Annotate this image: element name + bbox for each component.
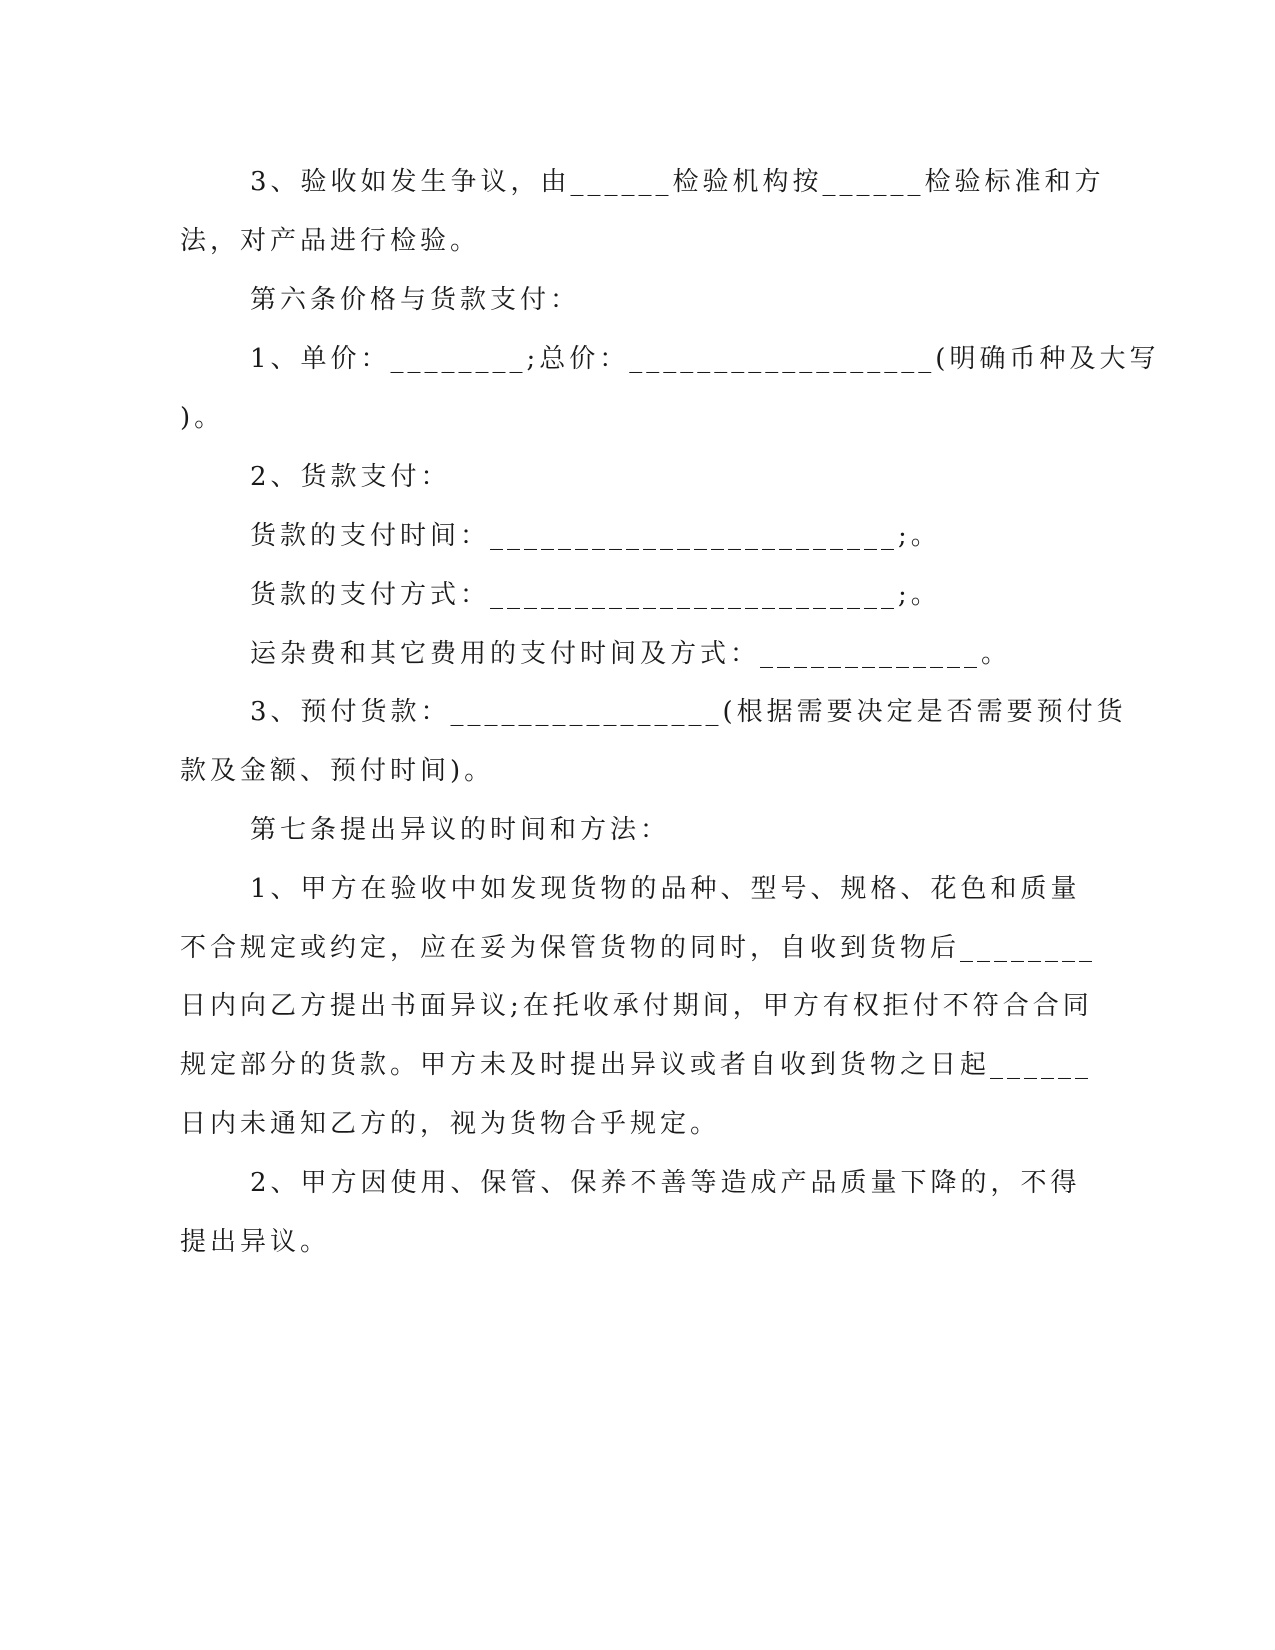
line-text: 货款的支付时间：________________________;。 (250, 521, 941, 551)
line-text: 运杂费和其它费用的支付时间及方式：_____________。 (250, 639, 1012, 669)
paragraph-line (180, 1106, 720, 1142)
line-text: 规定部分的货款。甲方未及时提出异议或者自收到货物之日起______ (180, 1050, 1093, 1080)
paragraph-line (180, 930, 1096, 966)
section-heading (250, 282, 580, 318)
line-text: 3、预付货款：________________(根据需要决定是否需要预付货 (250, 697, 1127, 727)
line-text: 货款的支付方式：________________________;。 (250, 580, 941, 610)
paragraph-line (250, 636, 1011, 672)
paragraph-line (180, 400, 224, 436)
line-text: 不合规定或约定，应在妥为保管货物的同时，自收到货物后________ (180, 933, 1097, 963)
line-text: 3、验收如发生争议，由______检验机构按______检验标准和方 (250, 167, 1105, 197)
paragraph-line (250, 577, 941, 613)
line-text: 日内向乙方提出书面异议;在托收承付期间，甲方有权拒付不符合合同 (180, 991, 1093, 1021)
line-text: )。 (180, 403, 225, 433)
paragraph-line (250, 871, 1081, 907)
line-text: 2、货款支付： (250, 462, 451, 492)
line-text: 第七条提出异议的时间和方法： (250, 815, 671, 845)
paragraph-line (180, 988, 1093, 1024)
line-text: 法，对产品进行检验。 (180, 226, 481, 256)
paragraph-line (180, 1224, 330, 1260)
paragraph-line (180, 1047, 1092, 1083)
line-text: 1、甲方在验收中如发现货物的品种、型号、规格、花色和质量 (250, 874, 1081, 904)
paragraph-line (250, 459, 451, 495)
paragraph-line (250, 518, 941, 554)
paragraph-line (250, 694, 1127, 730)
line-text: 提出异议。 (180, 1227, 331, 1257)
line-text: 日内未通知乙方的，视为货物合乎规定。 (180, 1109, 721, 1139)
paragraph-line (180, 223, 480, 259)
paragraph-line (180, 753, 494, 789)
line-text: 2、甲方因使用、保管、保养不善等造成产品质量下降的，不得 (250, 1168, 1081, 1198)
paragraph-line (250, 1165, 1081, 1201)
line-text: 款及金额、预付时间)。 (180, 756, 495, 786)
line-text: 1、单价：________;总价：__________________(明确币种及大写 (250, 344, 1160, 374)
paragraph-line (250, 164, 1105, 200)
section-heading (250, 812, 670, 848)
line-text: 第六条价格与货款支付： (250, 285, 581, 315)
paragraph-line (250, 341, 1159, 377)
